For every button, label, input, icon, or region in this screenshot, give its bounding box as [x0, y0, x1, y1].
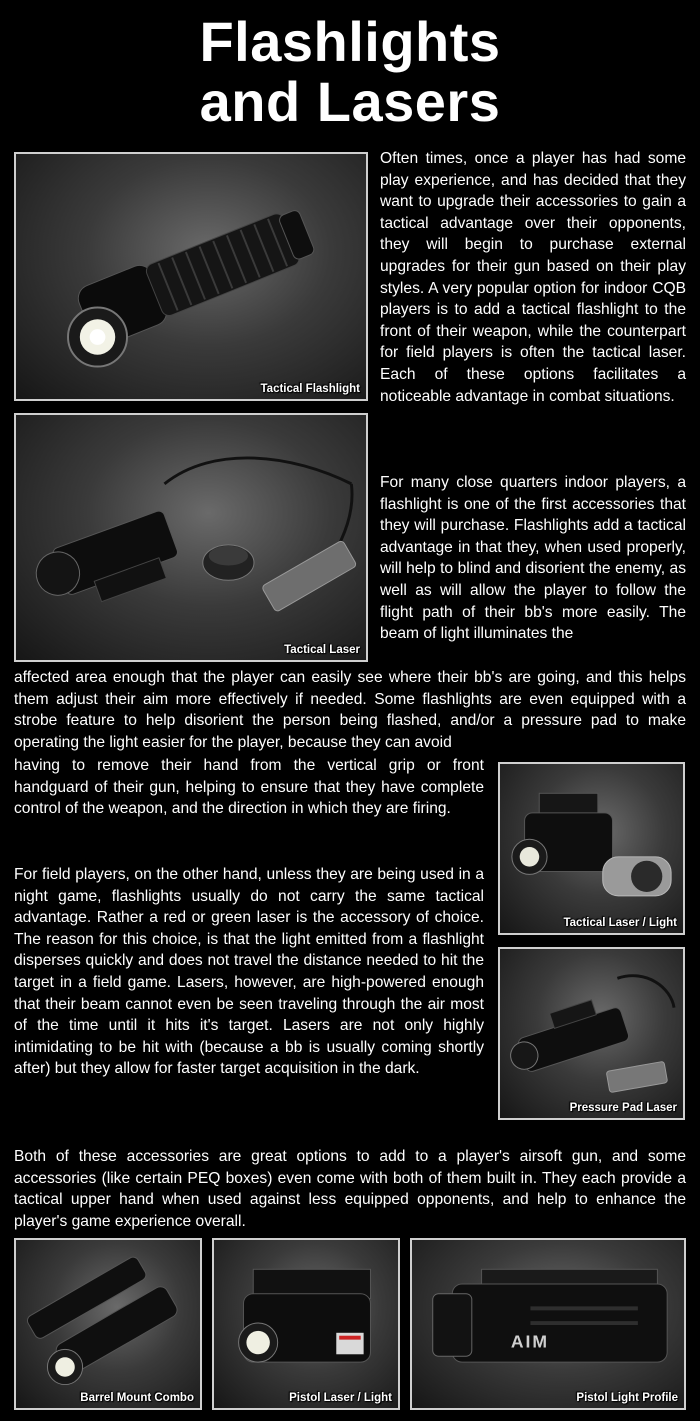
flashlight-paragraph-middle: [14, 667, 686, 753]
pressure-pad-photo: [498, 947, 685, 1120]
page-title: [0, 12, 700, 132]
pistol-profile-caption: Pistol Light Profile: [576, 1392, 678, 1404]
barrel-combo-illustration: [16, 1240, 200, 1408]
flashlight-paragraph-top: [380, 472, 686, 645]
tactical-flashlight-photo: [14, 152, 368, 401]
pistol-laser-light-caption: Pistol Laser / Light: [289, 1392, 392, 1404]
pistol-laser-light-photo: [212, 1238, 400, 1410]
title-line-1: Flashlights: [199, 10, 501, 73]
laser-light-illustration: [500, 764, 683, 933]
field-paragraph: [14, 864, 484, 1080]
intro-paragraph: [380, 148, 686, 407]
laser-illustration: [16, 415, 366, 660]
tactical-laser-photo: [14, 413, 368, 662]
pressure-pad-illustration: [500, 949, 683, 1118]
barrel-combo-photo: [14, 1238, 202, 1410]
flashlight-paragraph-bottom: [14, 755, 484, 820]
paragraph-1: Often times, once a player has had some play experience, and has decided that they want to upgrade their accessories to gain a tactical advantage over their opponents, they will begin to purchase external upgrades for their gun based on their play styles. A very popular option for indoor CQB players is to add a tactical flashlight to the front of their weapon, while the counterpart for field players is often the tactical laser. Each of these options facilitates a noticeable advantage in combat situations.: [380, 150, 686, 405]
paragraph-2-part-c: having to remove their hand from the vertical grip or front handguard of their gun, helping to ensure that they have complete control of the weapon, and the direction in which they are firing.: [14, 757, 484, 818]
pistol-profile-photo: [410, 1238, 686, 1410]
pressure-pad-caption: Pressure Pad Laser: [569, 1102, 677, 1114]
pistol-laser-light-illustration: [214, 1240, 398, 1408]
laser-light-caption: Tactical Laser / Light: [563, 917, 677, 929]
tactical-flashlight-caption: Tactical Flashlight: [260, 383, 360, 395]
paragraph-2-part-a: For many close quarters indoor players, a flashlight is one of the first accessories that they will purchase. Flashlights add a tactical advantage in that they, when used properly, will help to blind and disorient the enemy, as well as will allow the player to follow the flight path of their bb's more easily. The beam of light illuminates the: [380, 474, 686, 643]
barrel-combo-caption: Barrel Mount Combo: [80, 1392, 194, 1404]
tactical-laser-caption: Tactical Laser: [284, 644, 360, 656]
laser-light-photo: [498, 762, 685, 935]
title-line-2: and Lasers: [199, 70, 501, 133]
paragraph-4: Both of these accessories are great options to add to a player's airsoft gun, and some accessories (like certain PEQ boxes) even come with both of them built in. They each provide a tactical upper hand when used against less equipped opponents, and help to enhance the player's game experience overall.: [14, 1148, 686, 1230]
pistol-profile-illustration: [412, 1240, 684, 1408]
aim-logo: AIM: [510, 1331, 549, 1352]
paragraph-2-part-b: affected area enough that the player can easily see where their bb's are going, and this helps them adjust their aim more effectively if needed. Some flashlights are even equipped with a strobe feature to help disorient the person being flashed, and/or a pressure pad to make operating the light easier for the player, because they can avoid: [14, 669, 686, 751]
summary-paragraph: [14, 1146, 686, 1232]
paragraph-3: For field players, on the other hand, unless they are being used in a night game, flashlights usually do not carry the same tactical advantage. Rather a red or green laser is the accessory of choice. The reason for this choice, is that the light emitted from a flashlight disperses quickly and does not travel the distance needed to hit the target in a field game. Lasers, however, are high-powered enough that their beam cannot even be seen traveling through the air most of the time until it hits it's target. Lasers are not only highly intimidating to be hit with (because a bb is usually coming shortly after) but they allow for faster target acquisition in the dark.: [14, 866, 484, 1078]
flashlight-illustration: [16, 154, 366, 399]
